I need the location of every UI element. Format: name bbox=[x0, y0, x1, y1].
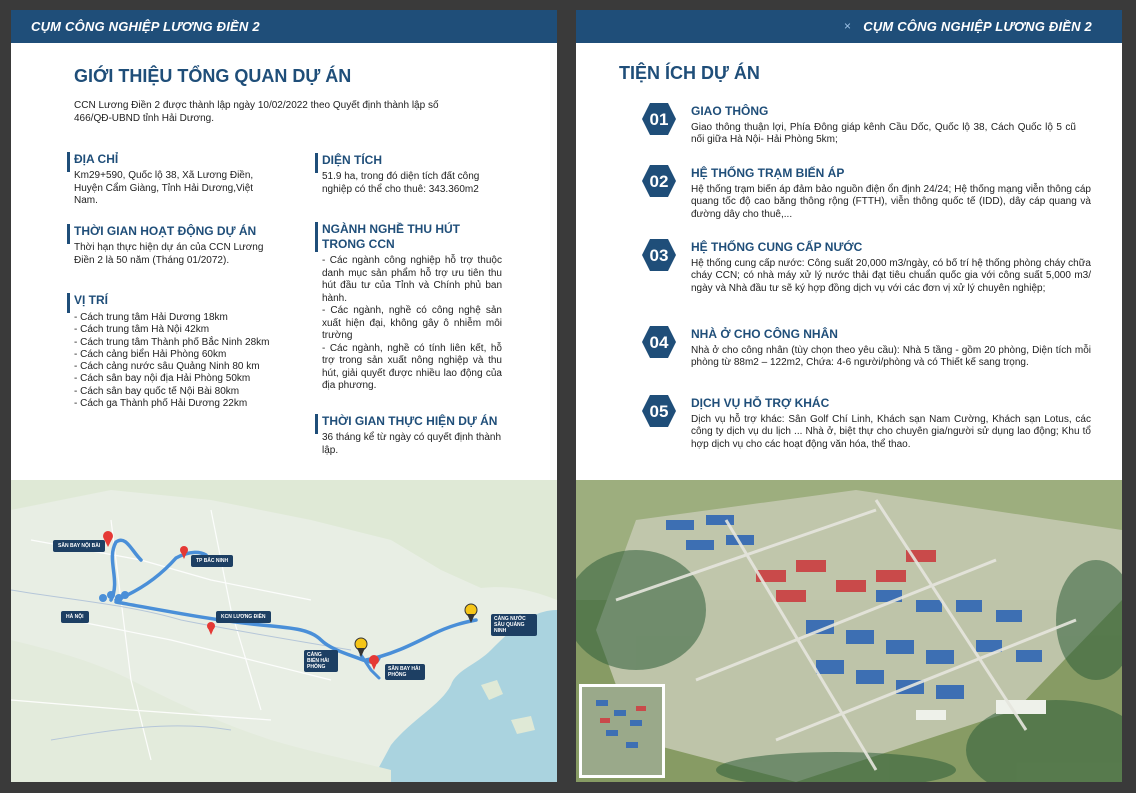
amenity-heading: HỆ THỐNG CUNG CẤP NƯỚC bbox=[691, 240, 863, 254]
amenity-number: 05 bbox=[649, 402, 669, 421]
address-heading: ĐỊA CHỈ bbox=[74, 152, 119, 166]
location-map bbox=[11, 480, 557, 782]
address-section bbox=[74, 152, 259, 208]
map-label-cang-hp: CẢNG BIỂN HẢI PHÒNG bbox=[304, 650, 338, 672]
overview-title: GIỚI THIỆU TỔNG QUAN DỰ ÁN bbox=[74, 66, 352, 86]
section-accent-bar bbox=[67, 224, 70, 244]
right-page bbox=[576, 10, 1122, 782]
list-item: - Cách sân bay nội địa Hải Phòng 50km bbox=[74, 373, 251, 385]
amenity-heading: HỆ THỐNG TRẠM BIẾN ÁP bbox=[691, 166, 845, 180]
map-label-ha-noi: HÀ NỘI bbox=[61, 611, 89, 623]
amenity-number: 04 bbox=[649, 333, 669, 352]
header-x-mark: × bbox=[844, 19, 852, 33]
industry-item: - Các ngành, nghề có tính liên kết, hỗ trợ trong sản xuất nông nghiệp và thu hút, giải quyết được nhiều lao động của địa phương. bbox=[322, 342, 502, 391]
implementation-section bbox=[322, 414, 507, 457]
left-header-title: CỤM CÔNG NGHIỆP LƯƠNG ĐIỀN 2 bbox=[31, 19, 260, 34]
right-header-title: CỤM CÔNG NGHIỆP LƯƠNG ĐIỀN 2 bbox=[863, 19, 1092, 34]
map-label-bac-ninh: TP BẮC NINH bbox=[191, 555, 233, 567]
left-page bbox=[11, 10, 557, 782]
map-label-noi-bai: SÂN BAY NỘI BÀI bbox=[53, 540, 105, 552]
location-heading: VỊ TRÍ bbox=[74, 293, 109, 307]
area-heading: DIỆN TÍCH bbox=[322, 153, 382, 167]
area-section bbox=[322, 153, 502, 196]
amenities-title: TIỆN ÍCH DỰ ÁN bbox=[619, 63, 760, 83]
left-header-band bbox=[11, 10, 557, 43]
list-item: - Cách sân bay quốc tế Nội Bài 80km bbox=[74, 385, 240, 397]
area-body: 51.9 ha, trong đó diện tích đất công nghiệp có thể cho thuê: 343.360m2 bbox=[322, 171, 480, 195]
list-item: - Cách trung tâm Hà Nội 42km bbox=[74, 324, 210, 336]
amenity-body: Giao thông thuận lợi, Phía Đông giáp kênh Cầu Dốc, Quốc lộ 38, Cách Quốc lộ 5 cũ nối giữa Hà Nội- Hải Phòng 5km; bbox=[691, 122, 1076, 146]
amenity-transport bbox=[649, 104, 1111, 147]
map-label-sb-hp: SÂN BAY HẢI PHÒNG bbox=[385, 664, 425, 680]
amenity-services bbox=[649, 396, 1111, 451]
section-accent-bar bbox=[315, 222, 318, 252]
industry-item: - Các ngành công nghiệp hỗ trợ thuộc danh mục sản phẩm hỗ trợ ưu tiên thu hút đầu tư của Tỉnh và Chính phủ ban hành. bbox=[322, 255, 502, 304]
section-accent-bar bbox=[315, 414, 318, 434]
operation-heading: THỜI GIAN HOẠT ĐỘNG DỰ ÁN bbox=[74, 224, 257, 238]
amenity-body: Nhà ở cho công nhân (tùy chọn theo yêu cầu): Nhà 5 tầng - gồm 20 phòng, Diện tích mỗi phòng từ 88m2 – 122m2, Chứa: 4-6 người/phòng và có Thiết kế sang trọng. bbox=[691, 345, 1091, 369]
amenity-number: 01 bbox=[649, 110, 669, 129]
industries-heading: NGÀNH NGHỀ THU HÚT TRONG CCN bbox=[322, 222, 460, 251]
aerial-rendering-image bbox=[576, 480, 1122, 782]
amenity-number: 03 bbox=[649, 246, 669, 265]
industry-item: - Các ngành, nghề có công nghệ sản xuất hiện đại, không gây ô nhiễm môi trường bbox=[322, 305, 502, 341]
section-accent-bar bbox=[67, 152, 70, 172]
amenity-heading: DỊCH VỤ HỖ TRỢ KHÁC bbox=[691, 396, 830, 410]
amenity-body: Dịch vụ hỗ trợ khác: Sân Golf Chí Linh, Khách sạn Nam Cường, Khách sạn Lotus, các công ty dịch vụ du lịch ... Nhà ở, biệt thự cho chuyên gia/người sử dụng lao động; Khu tổ hợp dịch vụ cho các hoạt động văn hóa, thể thao. bbox=[691, 414, 1091, 450]
location-list bbox=[74, 312, 304, 410]
industries-body bbox=[322, 255, 502, 393]
amenity-body: Hệ thống cung cấp nước: Công suất 20,000 m3/ngày, có bố trí hệ thống phòng cháy chữa cháy CCN; có nhà máy xử lý nước thải đạt tiêu chuẩn quốc gia với công suất 5,000 m3/ ngày và Nhà đầu tư sẽ ký hợp đồng dịch vụ với các đơn vị xử lý chuyên nghiệp; bbox=[691, 258, 1091, 294]
amenity-heading: GIAO THÔNG bbox=[691, 104, 769, 118]
location-section bbox=[74, 293, 304, 410]
section-accent-bar bbox=[315, 153, 318, 173]
operation-section bbox=[74, 224, 274, 267]
amenity-housing bbox=[649, 327, 1111, 370]
list-item: - Cách trung tâm Thành phố Bắc Ninh 28km bbox=[74, 336, 270, 348]
amenity-body: Hệ thống trạm biến áp đảm bảo nguồn điện ổn định 24/24; Hệ thống mạng viễn thông cáp quang tốc độ cao băng thông rộng (FTTH), viễn thông quốc tế (IDD), dây cáp quang và đường dây cho thuê,... bbox=[691, 184, 1091, 220]
address-body: Km29+590, Quốc lộ 38, Xã Lương Điền, Huyện Cẩm Giàng, Tỉnh Hải Dương,Việt Nam. bbox=[74, 170, 254, 206]
map-label-qn: CẢNG NƯỚC SÂU QUẢNG NINH bbox=[491, 614, 537, 636]
section-accent-bar bbox=[67, 293, 70, 313]
list-item: - Cách trung tâm Hải Dương 18km bbox=[74, 312, 228, 323]
map-label-kcn: KCN LƯƠNG ĐIỀN bbox=[216, 611, 271, 623]
implementation-heading: THỜI GIAN THỰC HIỆN DỰ ÁN bbox=[322, 414, 498, 428]
right-header-band bbox=[576, 10, 1122, 43]
amenity-water bbox=[649, 240, 1111, 295]
list-item: - Cách ga Thành phố Hải Dương 22km bbox=[74, 398, 248, 410]
list-item: - Cách cảng nước sâu Quảng Ninh 80 km bbox=[74, 361, 260, 373]
overview-intro: CCN Lương Điền 2 được thành lập ngày 10/02/2022 theo Quyết định thành lập số 466/QĐ-UBND tỉnh Hải Dương. bbox=[74, 100, 439, 124]
amenity-power bbox=[649, 166, 1111, 221]
amenity-heading: NHÀ Ở CHO CÔNG NHÂN bbox=[691, 327, 838, 341]
operation-body: Thời hạn thực hiện dự án của CCN Lương Điền 2 là 50 năm (Tháng 01/2072). bbox=[74, 242, 264, 266]
list-item: - Cách cảng biển Hải Phòng 60km bbox=[74, 348, 227, 360]
implementation-body: 36 tháng kể từ ngày có quyết định thành lập. bbox=[322, 432, 502, 456]
map-graphic bbox=[11, 480, 557, 782]
amenity-number: 02 bbox=[649, 172, 669, 191]
industries-section bbox=[322, 222, 502, 393]
